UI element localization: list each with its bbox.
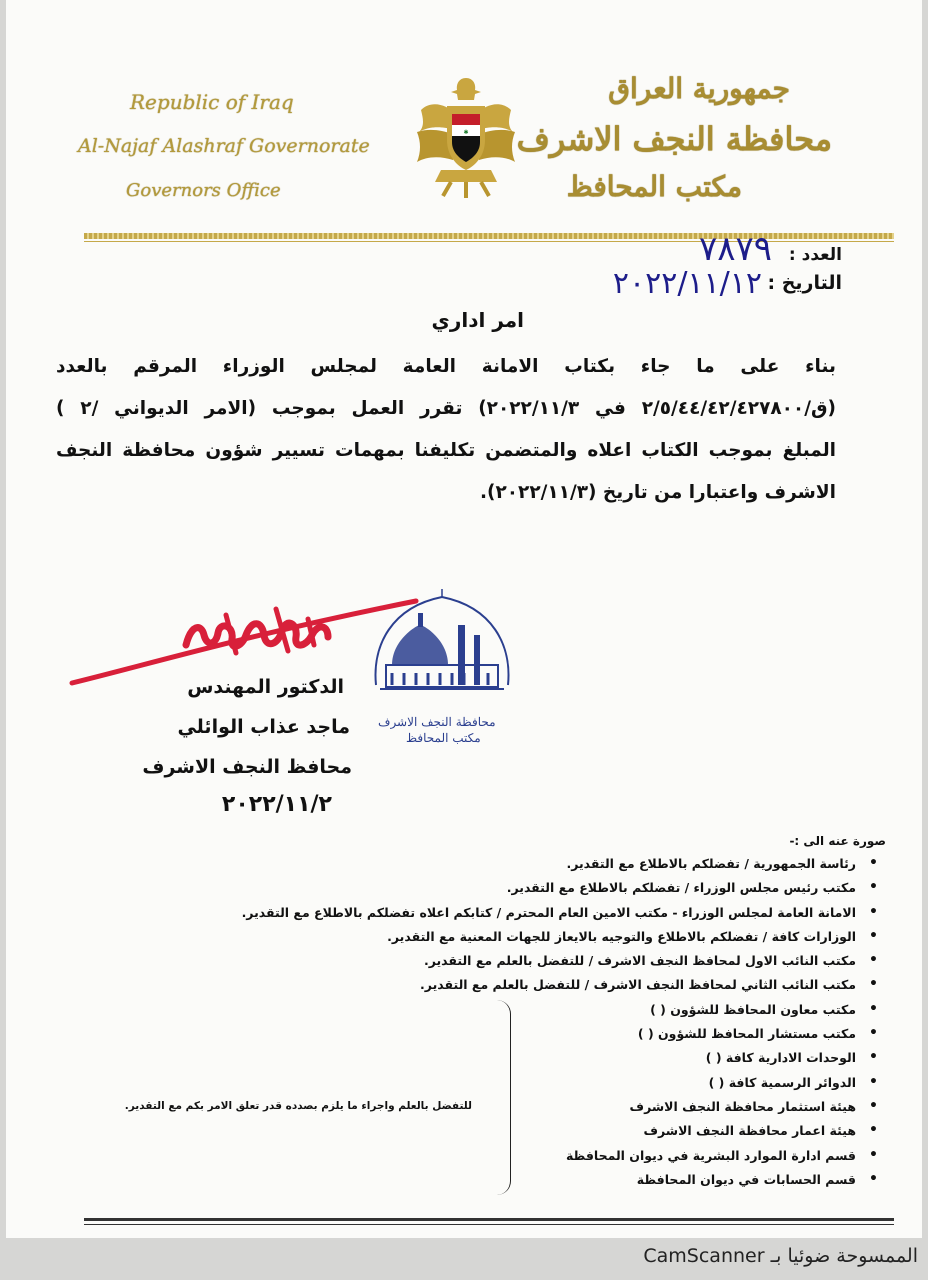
body-line-1: بناء على ما جاء بكتاب الامانة العامة لمجلس الوزراء المرقم بالعدد	[56, 356, 836, 377]
ref-date-value: ٢٠٢٢/١١/١٢	[612, 266, 762, 301]
ref-number-value: ٧٨٧٩	[698, 229, 772, 269]
cc-item: • الدوائر الرسمية كافة ( )	[242, 1075, 882, 1099]
signer-title: الدكتور المهندس	[187, 676, 344, 698]
ref-number-label: العدد :	[788, 245, 842, 265]
cc-item: • الامانة العامة لمجلس الوزراء - مكتب الامين العام المحترم / كتابكم اعلاه تفضلكم بالاطلاع مع التقدير.	[242, 905, 882, 929]
cc-heading: صورة عنه الى :-	[789, 834, 886, 848]
header-ar-country: جمهورية العراق	[608, 72, 790, 105]
document-title: امر اداري	[431, 308, 524, 332]
ref-date-label: التاريخ :	[767, 272, 842, 294]
document-paper	[6, 0, 922, 1238]
header-en-governorate: Al-Najaf Alashraf Governorate	[78, 135, 370, 157]
body-line-2: (ق/٢/٥/٤٤/٤٢/٤٢٧٨٠٠ في ٢٠٢٢/١١/٣) تقرر العمل بموجب (الامر الديواني /٢ )	[56, 398, 836, 419]
iraq-eagle-emblem-icon	[411, 70, 521, 205]
cc-item: • مكتب النائب الثاني لمحافظ النجف الاشرف / للتفضل بالعلم مع التقدير.	[242, 977, 882, 1001]
signer-name: ماجد عذاب الوائلي	[177, 716, 350, 738]
cc-list	[242, 856, 882, 1196]
cc-item: • الوزارات كافة / تفضلكم بالاطلاع والتوجيه بالايعاز للجهات المعنية مع التقدير.	[242, 929, 882, 953]
stamp-line-1: محافظة النجف الاشرف	[378, 715, 496, 729]
body-line-4: الاشرف واعتبارا من تاريخ (٢٠٢٢/١١/٣).	[479, 482, 836, 503]
header-en-country: Republic of Iraq	[130, 90, 294, 114]
cc-item: • قسم ادارة الموارد البشرية في ديوان المحافظة	[242, 1148, 882, 1172]
cc-item: • رئاسة الجمهورية / تفضلكم بالاطلاع مع التقدير.	[242, 856, 882, 880]
cc-item: • قسم الحسابات في ديوان المحافظة	[242, 1172, 882, 1196]
header-divider	[84, 233, 894, 239]
cc-brace-note: للتفضل بالعلم واجراء ما يلزم بصدده قدر تعلق الامر بكم مع التقدير.	[124, 1100, 472, 1112]
cc-item: • مكتب معاون المحافظ للشؤون ( )	[242, 1002, 882, 1026]
cc-item: • مكتب النائب الاول لمحافظ النجف الاشرف / للتفضل بالعلم مع التقدير.	[242, 953, 882, 977]
cc-item: • الوحدات الادارية كافة ( )	[242, 1050, 882, 1074]
body-line-3: المبلغ بموجب الكتاب اعلاه والمتضمن تكليفنا بمهمات تسيير شؤون محافظة النجف	[56, 440, 836, 461]
header-ar-governorate: محافظة النجف الاشرف	[516, 120, 832, 158]
signer-position: محافظ النجف الاشرف	[142, 756, 352, 778]
svg-text:✱: ✱	[463, 129, 469, 136]
signature-date: ٢٠٢٢/١١/٢	[221, 792, 332, 817]
cc-item: • مكتب رئيس مجلس الوزراء / تفضلكم بالاطلاع مع التقدير.	[242, 880, 882, 904]
cc-group-brace	[492, 1000, 511, 1195]
header-divider-thin	[84, 241, 894, 242]
cc-item: • هيئة استثمار محافظة النجف الاشرف	[242, 1099, 882, 1123]
header-en-office: Governors Office	[126, 180, 281, 201]
stamp-line-2: مكتب المحافظ	[406, 731, 481, 745]
camscanner-watermark: الممسوحة ضوئيا بـ CamScanner	[643, 1245, 918, 1267]
footer-divider	[84, 1218, 894, 1221]
cc-item: • مكتب مستشار المحافظ للشؤون ( )	[242, 1026, 882, 1050]
footer-divider-thin	[84, 1224, 894, 1225]
header-ar-office: مكتب المحافظ	[566, 170, 742, 203]
cc-item: • هيئة اعمار محافظة النجف الاشرف	[242, 1123, 882, 1147]
